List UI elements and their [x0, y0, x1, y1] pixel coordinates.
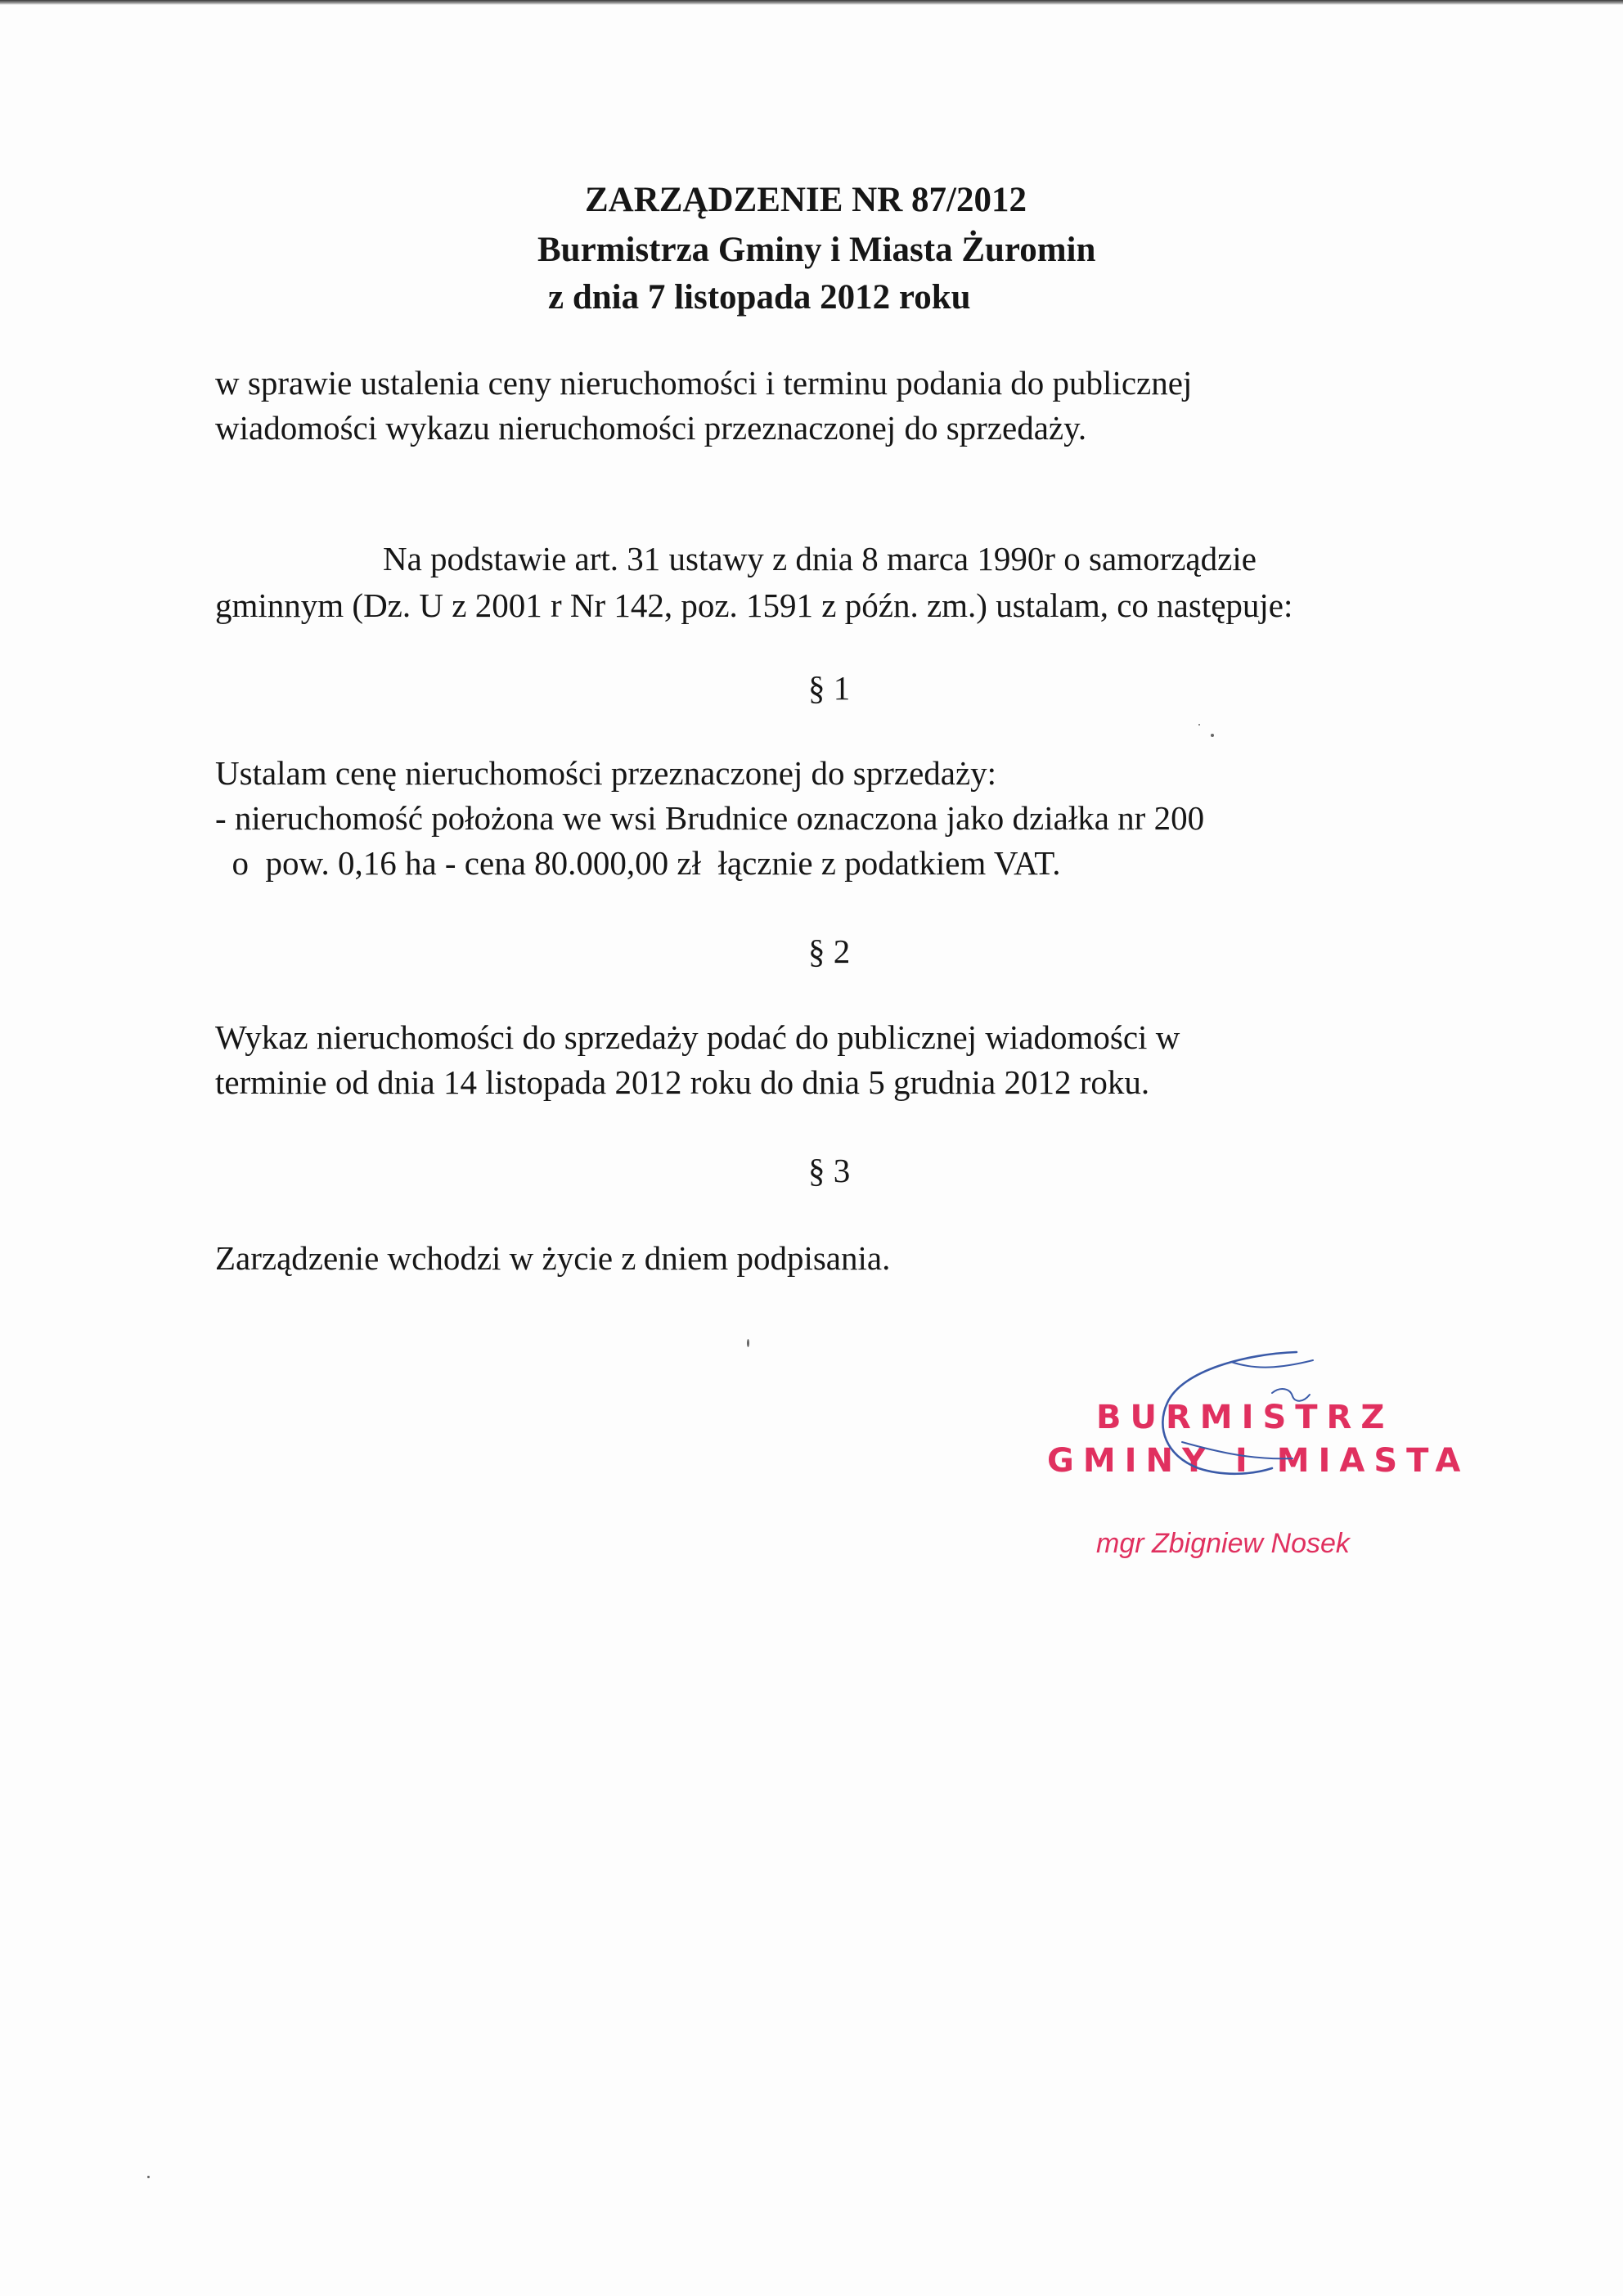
section-2-line-2: terminie od dnia 14 listopada 2012 roku do dnia 5 grudnia 2012 roku.	[215, 1063, 1150, 1101]
section-1-line-2: - nieruchomość położona we wsi Brudnice oznaczona jako działka nr 200	[215, 799, 1205, 837]
legal-basis-line-2: gminnym (Dz. U z 2001 r Nr 142, poz. 1591 z późn. zm.) ustalam, co następuje:	[215, 586, 1293, 624]
scan-speck	[1211, 734, 1214, 737]
legal-basis-line-1: Na podstawie art. 31 ustawy z dnia 8 marca 1990r o samorządzie	[383, 540, 1257, 577]
document-date: z dnia 7 listopada 2012 roku	[548, 278, 971, 317]
subject-line-2: wiadomości wykazu nieruchomości przeznaczonej do sprzedaży.	[215, 409, 1087, 447]
section-2-mark: § 2	[808, 932, 851, 970]
document-issuer: Burmistrza Gminy i Miasta Żuromin	[537, 231, 1096, 269]
stamp-line-1: BURMISTRZ	[1096, 1399, 1394, 1436]
section-1-line-3: o pow. 0,16 ha - cena 80.000,00 zł łącznie z podatkiem VAT.	[215, 844, 1061, 882]
document-title: ZARZĄDZENIE NR 87/2012	[585, 181, 1027, 219]
section-3-mark: § 3	[808, 1152, 851, 1189]
scan-edge	[0, 0, 1623, 5]
scan-speck	[1198, 724, 1200, 726]
section-1-mark: § 1	[808, 669, 851, 707]
handwritten-signature	[1149, 1346, 1329, 1493]
subject-line-1: w sprawie ustalenia ceny nieruchomości i terminu podania do publicznej	[215, 364, 1193, 402]
scan-speck	[747, 1339, 749, 1347]
section-1-line-1: Ustalam cenę nieruchomości przeznaczonej do sprzedaży:	[215, 754, 997, 792]
scan-speck	[147, 2176, 150, 2178]
section-2-line-1: Wykaz nieruchomości do sprzedaży podać do publicznej wiadomości w	[215, 1018, 1180, 1056]
section-3-line-1: Zarządzenie wchodzi w życie z dniem podpisania.	[215, 1239, 891, 1277]
stamp-line-2: GMINY I MIASTA	[1047, 1442, 1470, 1480]
stamp-signatory-name: mgr Zbigniew Nosek	[1096, 1528, 1350, 1559]
